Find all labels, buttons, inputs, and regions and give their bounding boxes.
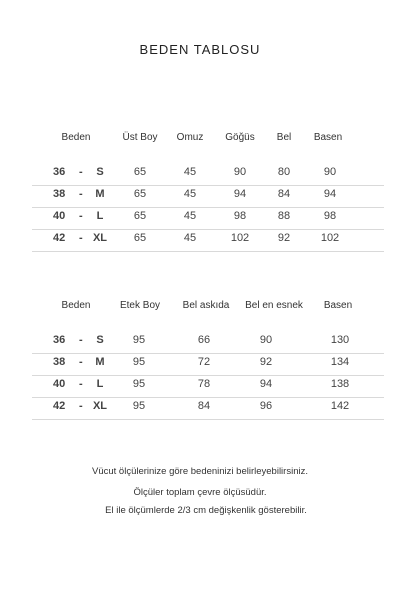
header-basen: Basen bbox=[323, 300, 353, 311]
table-row bbox=[32, 185, 384, 208]
cell-etek-boy: 95 bbox=[132, 378, 146, 390]
header-beden: Beden bbox=[61, 300, 91, 311]
cell-ust-boy: 65 bbox=[133, 188, 147, 200]
header-bel-askida: Bel askıda bbox=[182, 300, 230, 311]
size-letter: M bbox=[95, 356, 105, 368]
size-number: 38 bbox=[53, 188, 66, 200]
size-letter: XL bbox=[92, 232, 108, 244]
cell-bel-askida: 78 bbox=[197, 378, 211, 390]
size-separator: - bbox=[79, 210, 83, 222]
cell-omuz: 45 bbox=[183, 210, 197, 222]
size-separator: - bbox=[79, 166, 83, 178]
size-separator: - bbox=[79, 334, 83, 346]
cell-gogus: 90 bbox=[233, 166, 247, 178]
cell-omuz: 45 bbox=[183, 166, 197, 178]
size-number: 40 bbox=[53, 210, 66, 222]
cell-basen: 102 bbox=[320, 232, 340, 244]
cell-etek-boy: 95 bbox=[132, 400, 146, 412]
cell-bel-en-esnek: 94 bbox=[259, 378, 273, 390]
header-omuz: Omuz bbox=[176, 132, 204, 143]
table-header bbox=[32, 132, 384, 148]
size-separator: - bbox=[79, 188, 83, 200]
size-number: 40 bbox=[53, 378, 66, 390]
cell-gogus: 94 bbox=[233, 188, 247, 200]
table-row bbox=[32, 397, 384, 420]
cell-bel: 80 bbox=[277, 166, 291, 178]
cell-ust-boy: 65 bbox=[133, 166, 147, 178]
size-number: 36 bbox=[53, 166, 66, 178]
page-title: BEDEN TABLOSU bbox=[139, 42, 261, 57]
cell-omuz: 45 bbox=[183, 188, 197, 200]
cell-bel-askida: 72 bbox=[197, 356, 211, 368]
size-number: 36 bbox=[53, 334, 66, 346]
table-row bbox=[32, 353, 384, 376]
cell-basen: 94 bbox=[323, 188, 337, 200]
cell-bel-en-esnek: 92 bbox=[259, 356, 273, 368]
header-bel-en-esnek: Bel en esnek bbox=[245, 300, 303, 311]
cell-bel: 88 bbox=[277, 210, 291, 222]
cell-bel: 84 bbox=[277, 188, 291, 200]
table-row bbox=[32, 331, 384, 354]
table-header bbox=[32, 300, 384, 316]
size-separator: - bbox=[79, 232, 83, 244]
cell-basen: 134 bbox=[330, 356, 350, 368]
size-letter: L bbox=[96, 210, 104, 222]
header-ust-boy: Üst Boy bbox=[122, 132, 158, 143]
cell-bel-en-esnek: 96 bbox=[259, 400, 273, 412]
size-letter: M bbox=[95, 188, 105, 200]
cell-bel-askida: 84 bbox=[197, 400, 211, 412]
size-letter: XL bbox=[92, 400, 108, 412]
size-letter: S bbox=[96, 334, 104, 346]
cell-basen: 98 bbox=[323, 210, 337, 222]
table-row bbox=[32, 229, 384, 252]
cell-etek-boy: 95 bbox=[132, 334, 146, 346]
cell-ust-boy: 65 bbox=[133, 210, 147, 222]
header-bel: Bel bbox=[276, 132, 292, 143]
header-beden: Beden bbox=[61, 132, 91, 143]
cell-basen: 142 bbox=[330, 400, 350, 412]
size-letter: S bbox=[96, 166, 104, 178]
cell-gogus: 98 bbox=[233, 210, 247, 222]
cell-omuz: 45 bbox=[183, 232, 197, 244]
size-number: 42 bbox=[53, 400, 66, 412]
size-separator: - bbox=[79, 400, 83, 412]
header-gogus: Göğüs bbox=[225, 132, 255, 143]
note-tolerance: El ile ölçümlerde 2/3 cm değişkenlik gösterebilir. bbox=[105, 505, 307, 516]
cell-basen: 90 bbox=[323, 166, 337, 178]
note-circumference: Ölçüler toplam çevre ölçüsüdür. bbox=[133, 487, 267, 498]
table-row bbox=[32, 375, 384, 398]
cell-basen: 138 bbox=[330, 378, 350, 390]
size-number: 38 bbox=[53, 356, 66, 368]
note-measurement-guide: Vücut ölçülerinize göre bedeninizi belirleyebilirsiniz. bbox=[92, 466, 308, 477]
cell-ust-boy: 65 bbox=[133, 232, 147, 244]
cell-bel-askida: 66 bbox=[197, 334, 211, 346]
size-letter: L bbox=[96, 378, 104, 390]
cell-bel: 92 bbox=[277, 232, 291, 244]
cell-gogus: 102 bbox=[230, 232, 250, 244]
header-basen: Basen bbox=[313, 132, 343, 143]
table-row bbox=[32, 207, 384, 230]
size-number: 42 bbox=[53, 232, 66, 244]
size-separator: - bbox=[79, 378, 83, 390]
cell-bel-en-esnek: 90 bbox=[259, 334, 273, 346]
cell-basen: 130 bbox=[330, 334, 350, 346]
table-row bbox=[32, 163, 384, 186]
size-separator: - bbox=[79, 356, 83, 368]
cell-etek-boy: 95 bbox=[132, 356, 146, 368]
header-etek-boy: Etek Boy bbox=[119, 300, 161, 311]
